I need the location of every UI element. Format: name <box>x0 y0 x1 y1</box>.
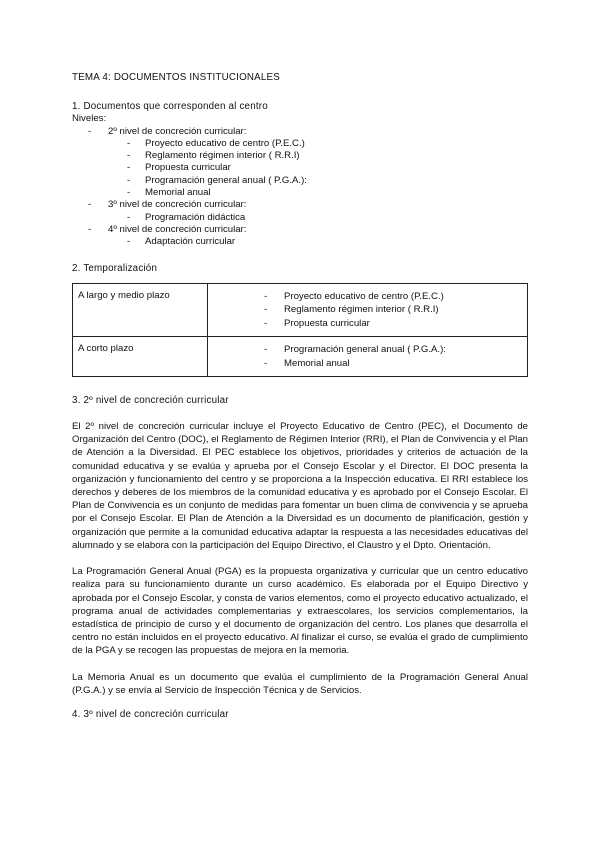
bullet-dash: - <box>264 290 268 302</box>
table-item-label: Memorial anual <box>284 357 350 369</box>
bullet-dash: - <box>264 357 268 369</box>
level-label: 3º nivel de concreción curricular: <box>108 199 247 211</box>
bullet-dash: - <box>88 199 92 211</box>
table-cell-label <box>73 337 208 377</box>
sub-item <box>72 175 528 187</box>
sub-item-label: Programación didáctica <box>145 211 246 223</box>
bullet-dash: - <box>264 317 268 329</box>
sub-item-label: Proyecto educativo de centro (P.E.C.) <box>145 137 305 149</box>
table-item-label: Proyecto educativo de centro (P.E.C.) <box>284 290 444 302</box>
table-list-item <box>264 357 521 371</box>
sub-item <box>72 187 528 199</box>
row-label: A largo y medio plazo <box>78 289 170 301</box>
table-row <box>73 337 528 377</box>
table-cell-label <box>73 283 208 337</box>
bullet-dash: - <box>264 344 268 356</box>
level-label: 4º nivel de concreción curricular: <box>108 223 247 235</box>
bullet-dash: - <box>127 137 131 149</box>
section-2-heading: 2. Temporalización <box>72 262 158 274</box>
paragraph: La Programación General Anual (PGA) es la propuesta organizativa y curricular que un centro educativo realiza para su funcionamiento durante un curso académico. Es elaborada por el Equipo Directivo y aprobada por el Consejo Escolar, y consta de varios elementos, como el proyecto educativo actualizado, el programa anual de actividades complementarias y extraescolares, los servicios complementarios, la estadística de principio de curso y el documento de organización del centro. Los planes que desarrolla el centro no están incluidos en el proyecto educativo. Al finalizar el curso, se evalúa el grado de cumplimiento de la PGA y se recogen las propuestas de mejora en la memoria. <box>72 566 528 657</box>
table-cell-items <box>208 283 528 337</box>
bullet-dash: - <box>88 125 92 137</box>
table-item-label: Reglamento régimen interior ( R.R.I) <box>284 304 439 316</box>
sub-item <box>72 138 528 150</box>
row-label: A corto plazo <box>78 343 134 355</box>
table-list-item <box>264 343 521 357</box>
sub-item <box>72 236 528 248</box>
level-label: 2º nivel de concreción curricular: <box>108 125 247 137</box>
paragraph: La Memoria Anual es un documento que evalúa el cumplimiento de la Programación General Anual (P.G.A.) y se envía al Servicio de Inspección Técnica y de Servicios. <box>72 671 528 696</box>
level-item <box>72 224 528 236</box>
bullet-dash: - <box>88 223 92 235</box>
bullet-dash: - <box>127 236 131 248</box>
document-page <box>72 72 528 720</box>
table-item-label: Programación general anual ( P.G.A.): <box>284 344 446 356</box>
bullet-dash: - <box>127 150 131 162</box>
sub-item-label: Propuesta curricular <box>145 162 231 174</box>
table-list-item <box>264 303 521 317</box>
table-list-item <box>264 317 521 331</box>
sub-item-label: Programación general anual ( P.G.A.): <box>145 174 307 186</box>
table-row <box>73 283 528 337</box>
sub-item-label: Adaptación curricular <box>145 236 236 248</box>
sub-item <box>72 162 528 174</box>
niveles-label: Niveles: <box>72 113 107 125</box>
sub-item-label: Memorial anual <box>145 187 211 199</box>
document-title: TEMA 4: DOCUMENTOS INSTITUCIONALES <box>72 72 281 83</box>
bullet-dash: - <box>264 304 268 316</box>
bullet-dash: - <box>127 174 131 186</box>
bullet-dash: - <box>127 162 131 174</box>
level-item <box>72 126 528 138</box>
sub-item-label: Reglamento régimen interior ( R.R.I) <box>145 150 300 162</box>
sub-item <box>72 212 528 224</box>
bullet-dash: - <box>127 211 131 223</box>
table-item-label: Propuesta curricular <box>284 317 370 329</box>
table-cell-items <box>208 337 528 377</box>
section-1-heading: 1. Documentos que corresponden al centro <box>72 101 268 112</box>
temporalizacion-table <box>72 283 528 378</box>
section-3-heading: 3. 2º nivel de concreción curricular <box>72 395 229 407</box>
bullet-dash: - <box>127 187 131 199</box>
level-item <box>72 199 528 211</box>
section-4-heading: 4. 3º nivel de concreción curricular <box>72 708 229 720</box>
paragraph: El 2º nivel de concreción curricular incluye el Proyecto Educativo de Centro (PEC), el Documento de Organización del Centro (DOC), el Reglamento de Régimen Interior (RRI), el Plan de Convivencia y el Plan de Atención a la Diversidad. El PEC establece los objetivos, prioridades y criterios de actuación de la comunidad educativa y se evalúa y aprueba por el Consejo Escolar y el Director. El DOC presenta la organización y funcionamiento del centro y se proporciona a la Inspección educativa. El RRI establece los derechos y deberes de los miembros de la comunidad educativa y es aprobado por el Consejo Escolar. El Plan de Convivencia es un conjunto de medidas para fomentar un buen clima de convivencia y se aprueba por el Consejo Escolar. El Plan de Atención a la Diversidad es un documento de planificación, gestión y organización que permite a la comunidad educativa adaptar la respuesta a las necesidades educativas del alumnado y se elabora con la participación del Equipo Directivo, el Claustro y el Dpto. Orientación. <box>72 421 528 551</box>
table-list-item <box>264 290 521 304</box>
sub-item <box>72 150 528 162</box>
